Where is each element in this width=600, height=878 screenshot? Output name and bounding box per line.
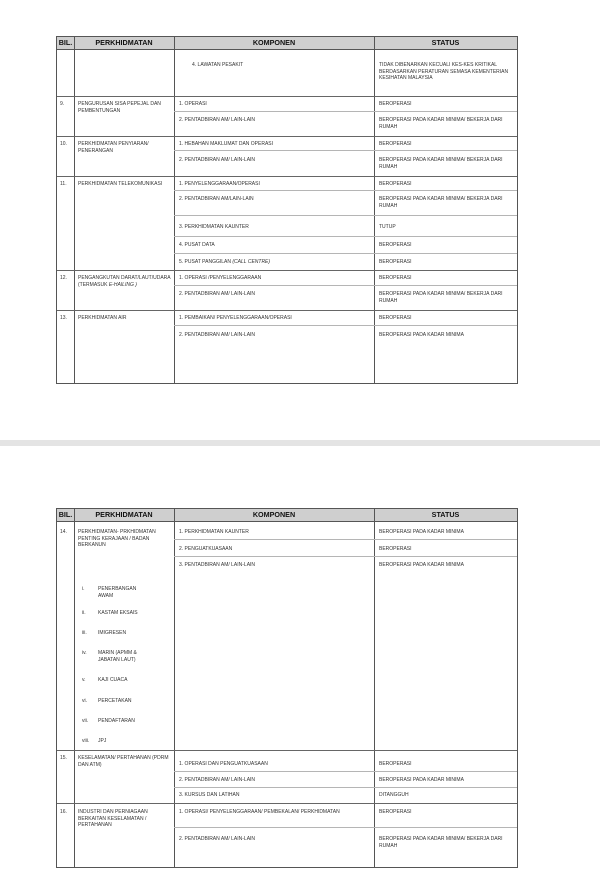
header-status: STATUS — [431, 510, 460, 519]
sub-item-label: PERCETAKAN — [98, 698, 132, 704]
sub-row-divider — [174, 111, 517, 112]
perkhidmatan-cell: PERKHIDMATAN AIR — [78, 315, 127, 321]
sub-item-label: PENDAFTARAN — [98, 718, 135, 724]
status-cell: BEROPERASI — [379, 315, 412, 321]
status-cell: BEROPERASI PADA KADAR MINIMA/ BEKERJA DARI RUMAH — [379, 117, 503, 130]
row-divider — [57, 176, 517, 177]
komponen-cell — [179, 259, 270, 266]
sub-item-number: iv. — [82, 650, 87, 656]
status-cell: TIDAK DIBENARKAN KECUALI KES-KES KRITIKAL BERDASARKAN PERATURAN SEMASA KEMENTERIAN KESIHATAN MALAYSIA — [379, 62, 509, 81]
komponen-cell: 2. PENTADBIRAN AM/ LAIN-LAIN — [179, 291, 256, 297]
column-divider — [174, 37, 175, 383]
sub-item-number: ii. — [82, 610, 86, 616]
sub-item-label: JPJ — [98, 738, 107, 744]
komponen-cell: 1. OPERASI — [179, 101, 207, 107]
sub-item-label: IMIGRESEN — [98, 630, 127, 636]
header-bil: BIL. — [58, 510, 73, 519]
sub-item-number: viii. — [82, 738, 90, 744]
status-cell: BEROPERASI PADA KADAR MINIMA/ BEKERJA DARI RUMAH — [379, 157, 503, 170]
status-cell: BEROPERASI — [379, 101, 412, 107]
status-cell: BEROPERASI — [379, 242, 412, 248]
service-status-table-2 — [56, 508, 518, 868]
komponen-cell: 1. OPERASI/ PENYELENGGARAAN/ PEMBEKALAN/ PERKHIDMATAN — [179, 809, 340, 815]
bil-cell: 11. — [60, 181, 67, 187]
perkhidmatan-cell: KESELAMATAN/ PERTAHANAN (PDRM DAN ATM) — [78, 755, 169, 768]
column-divider — [74, 37, 75, 383]
perkhidmatan-italic: E-HAILING ) — [108, 281, 137, 288]
sub-row-divider — [174, 190, 517, 191]
status-cell: BEROPERASI — [379, 809, 412, 815]
sub-row-divider — [174, 827, 517, 828]
status-cell: BEROPERASI PADA KADAR MINIMA/ BEKERJA DARI RUMAH — [379, 196, 503, 209]
komponen-cell: 2. PENTADBIRAN AM/ LAIN-LAIN — [179, 117, 256, 123]
status-cell: BEROPERASI — [379, 259, 412, 265]
header-status: STATUS — [431, 38, 460, 47]
header-perkhidmatan: PERKHIDMATAN — [95, 38, 153, 47]
header-perkhidmatan: PERKHIDMATAN — [95, 510, 153, 519]
status-cell: BEROPERASI PADA KADAR MINIMA — [379, 777, 464, 783]
bil-cell: 9. — [60, 101, 65, 107]
column-divider — [74, 509, 75, 867]
service-status-table-1 — [56, 36, 518, 384]
column-divider — [374, 509, 375, 867]
sub-item-label: PENERBANGAN AWAM — [98, 586, 137, 599]
status-cell: BEROPERASI PADA KADAR MINIMA — [379, 562, 464, 568]
row-divider — [57, 803, 517, 804]
status-cell: BEROPERASI PADA KADAR MINIMA — [379, 332, 464, 338]
bil-cell: 12. — [60, 275, 67, 281]
komponen-cell: 4. PUSAT DATA — [179, 242, 215, 248]
komponen-cell: 2. PENGUATKUASAAN — [179, 546, 233, 552]
status-cell: BEROPERASI — [379, 546, 412, 552]
sub-row-divider — [174, 556, 517, 557]
status-cell: DITANGGUH — [379, 792, 409, 798]
bil-cell: 13. — [60, 315, 67, 321]
perkhidmatan-cell: PERKHIDMATAN- PRKHIDMATAN PENTING KERAJAAN / BADAN BERKANUN — [78, 529, 156, 548]
table-header — [57, 37, 517, 50]
status-cell: BEROPERASI PADA KADAR MINIMA — [379, 529, 464, 535]
row-divider — [57, 136, 517, 137]
row-divider — [57, 96, 517, 97]
sub-row-divider — [174, 215, 517, 216]
sub-item-number: vi. — [82, 698, 87, 704]
komponen-cell: 2. PENTADBIRAN AM/ LAIN-LAIN — [179, 836, 256, 842]
row-divider — [57, 750, 517, 751]
komponen-cell: 1. PEMBAIKAN/ PENYELENGGARAAN/OPERASI — [179, 315, 292, 321]
sub-item-number: i. — [82, 586, 85, 592]
perkhidmatan-cell: PERKHIDMATAN PENYIARAN/ PENERANGAN — [78, 141, 149, 154]
status-cell: BEROPERASI — [379, 275, 412, 281]
status-cell: TUTUP — [379, 224, 396, 230]
sub-item-label: KAJI CUACA — [98, 677, 128, 683]
komponen-cell: 4. LAWATAN PESAKIT — [192, 62, 244, 68]
komponen-text: 5. PUSAT PANGGILAN — [179, 259, 231, 265]
sub-item-label: KASTAM EKSAIS — [98, 610, 138, 616]
komponen-cell: 1. OPERASI DAN PENGUATKUASAAN — [179, 761, 268, 767]
sub-row-divider — [174, 325, 517, 326]
sub-row-divider — [174, 539, 517, 540]
sub-row-divider — [174, 150, 517, 151]
sub-row-divider — [174, 787, 517, 788]
komponen-cell: 1. PERKHIDMATAN KAUNTER — [179, 529, 249, 535]
komponen-cell: 1. OPERASI /PENYELENGGARAAN — [179, 275, 262, 281]
perkhidmatan-text: PENGANGKUTAN DARAT/LAUT/UDARA (TERMASUK — [78, 275, 171, 288]
sub-row-divider — [174, 236, 517, 237]
komponen-cell: 2. PENTADBIRAN AM/ LAIN-LAIN — [179, 332, 256, 338]
row-divider — [57, 310, 517, 311]
sub-item-number: v. — [82, 677, 86, 683]
komponen-cell: 2. PENTADBIRAN AM/ LAIN-LAIN — [179, 777, 256, 783]
row-divider — [57, 270, 517, 271]
bil-cell: 16. — [60, 809, 67, 815]
sub-row-divider — [174, 253, 517, 254]
perkhidmatan-cell: INDUSTRI DAN PERNIAGAAN BERKAITAN KESELAMATAN / PERTAHANAN — [78, 809, 148, 828]
column-divider — [174, 509, 175, 867]
komponen-cell: 1. HEBAHAN MAKLUMAT DAN OPERASI — [179, 141, 274, 147]
table-header — [57, 509, 517, 522]
bil-cell: 10. — [60, 141, 67, 147]
sub-item-number: vii. — [82, 718, 89, 724]
header-komponen: KOMPONEN — [252, 38, 296, 47]
column-divider — [374, 37, 375, 383]
komponen-cell: 3. PENTADBIRAN AM/ LAIN-LAIN — [179, 562, 256, 568]
status-cell: BEROPERASI — [379, 181, 412, 187]
header-bil: BIL. — [58, 38, 73, 47]
perkhidmatan-cell: PERKHIDMATAN TELEKOMUNIKASI — [78, 181, 163, 187]
status-cell: BEROPERASI PADA KADAR MINIMA/ BEKERJA DARI RUMAH — [379, 836, 503, 849]
status-cell: BEROPERASI PADA KADAR MINIMA/ BEKERJA DARI RUMAH — [379, 291, 503, 304]
bil-cell: 14. — [60, 529, 67, 535]
header-komponen: KOMPONEN — [252, 510, 296, 519]
perkhidmatan-cell: PENGURUSAN SISA PEPEJAL DAN PEMBENTUNGAN — [78, 101, 161, 114]
sub-row-divider — [174, 285, 517, 286]
sub-row-divider — [174, 771, 517, 772]
status-cell: BEROPERASI — [379, 761, 412, 767]
komponen-cell: 2. PENTADBIRAN AM/ LAIN-LAIN — [179, 157, 256, 163]
sub-item-label: MARIN (APMM & JABATAN LAUT) — [98, 650, 137, 663]
status-cell: BEROPERASI — [379, 141, 412, 147]
komponen-italic: (CALL CENTRE) — [232, 259, 271, 265]
bil-cell: 15. — [60, 755, 67, 761]
komponen-cell: 3. KURSUS DAN LATIHAN — [179, 792, 240, 798]
sub-item-number: iii. — [82, 630, 87, 636]
komponen-cell: 1. PENYELENGGARAAN/OPERASI — [179, 181, 260, 187]
komponen-cell: 3. PERKHIDMATAN KAUNTER — [179, 224, 249, 230]
komponen-cell: 2. PENTADBIRAN AM/LAIN-LAIN — [179, 196, 254, 202]
perkhidmatan-cell — [78, 275, 174, 288]
